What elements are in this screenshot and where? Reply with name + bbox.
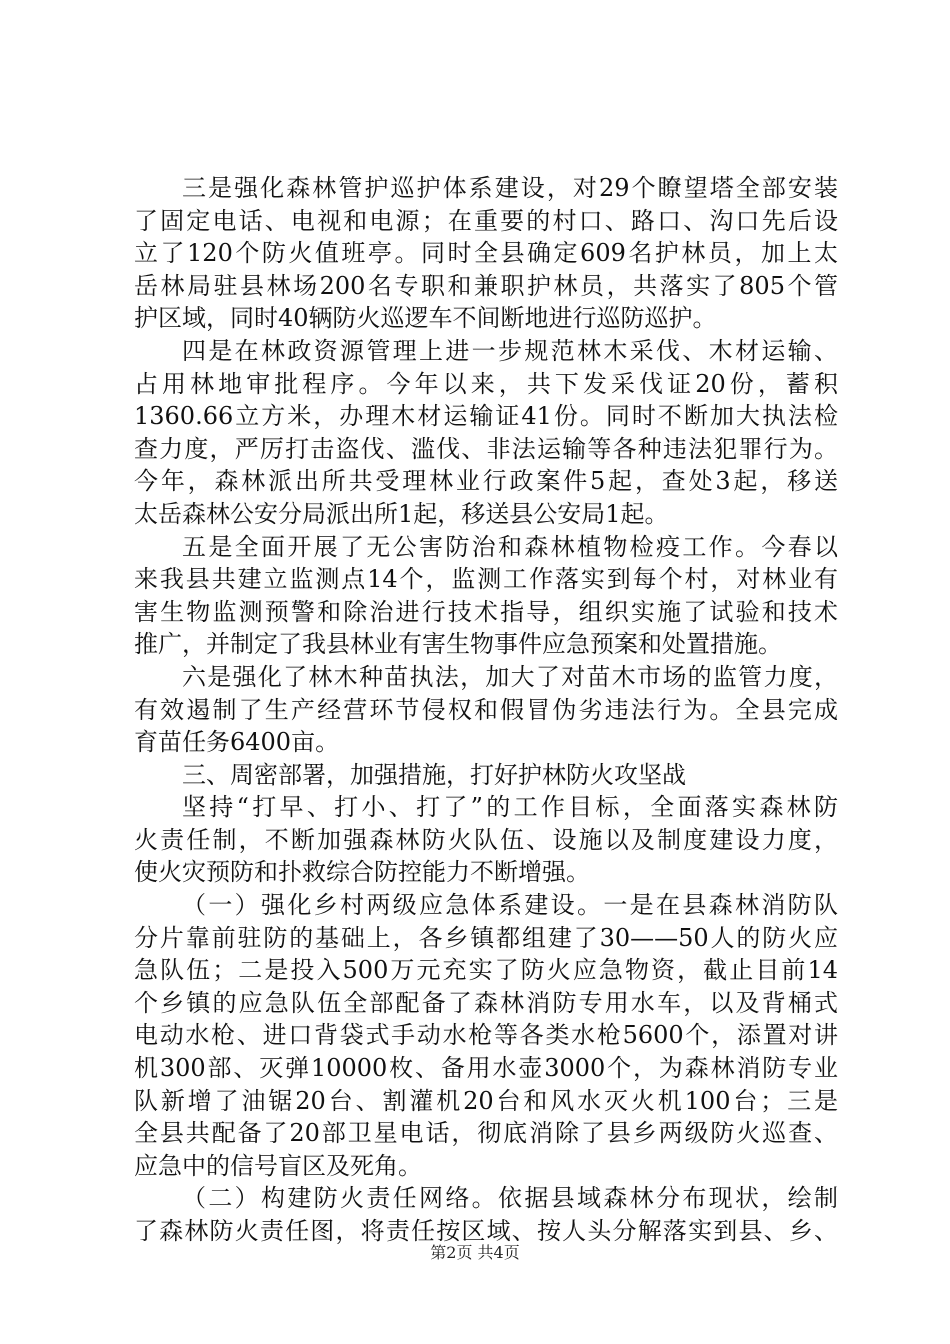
text-line: 应急中的信号盲区及死角。 bbox=[134, 1151, 422, 1180]
text-line: 急队伍；二是投入500万元充实了防火应急物资，截止目前14 bbox=[134, 956, 838, 985]
text-line: 1360.66立方米，办理木材运输证41份。同时不断加大执法检 bbox=[134, 402, 838, 431]
text-line: 查力度，严厉打击盗伐、滥伐、非法运输等各种违法犯罪行为。 bbox=[134, 434, 838, 463]
text-line: 护区域，同时40辆防火巡逻车不间断地进行巡防巡护。 bbox=[134, 304, 717, 333]
text-line: 了森林防火责任图，将责任按区域、按人头分解落实到县、乡、 bbox=[134, 1217, 838, 1245]
text-line: 机300部、灭弹10000枚、备用水壶3000个，为森林消防专业 bbox=[134, 1054, 838, 1083]
text-line: 岳林局驻县林场200名专职和兼职护林员，共落实了805个管 bbox=[134, 271, 838, 300]
text-line: 坚持“打早、打小、打了”的工作目标，全面落实森林防 bbox=[182, 793, 838, 822]
text-line: 火责任制，不断加强森林防火队伍、设施以及制度建设力度， bbox=[134, 825, 838, 854]
document-body bbox=[134, 172, 838, 1248]
text-line: 有效遏制了生产经营环节侵权和假冒伪劣违法行为。全县完成 bbox=[134, 695, 838, 724]
text-line: 今年，森林派出所共受理林业行政案件5起，查处3起，移送 bbox=[134, 467, 838, 496]
text-line: 全县共配备了20部卫星电话，彻底消除了县乡两级防火巡查、 bbox=[134, 1119, 838, 1148]
text-line: 害生物监测预警和除治进行技术指导，组织实施了试验和技术 bbox=[134, 597, 838, 626]
text-line: 使火灾预防和扑救综合防控能力不断增强。 bbox=[134, 858, 590, 887]
text-line: 五是全面开展了无公害防治和森林植物检疫工作。今春以 bbox=[182, 532, 838, 561]
text-line: 三、周密部署，加强措施，打好护林防火攻坚战 bbox=[182, 760, 686, 789]
text-line: 来我县共建立监测点14个，监测工作落实到每个村，对林业有 bbox=[134, 565, 838, 594]
text-line: 个乡镇的应急队伍全部配备了森林消防专用水车，以及背桶式 bbox=[134, 988, 838, 1017]
text-line: 队新增了油锯20台、割灌机20台和风水灭火机100台；三是 bbox=[134, 1086, 838, 1115]
text-line: 推广，并制定了我县林业有害生物事件应急预案和处置措施。 bbox=[134, 630, 782, 659]
text-line: 四是在林政资源管理上进一步规范林木采伐、木材运输、 bbox=[182, 336, 838, 365]
text-line: 分片靠前驻防的基础上，各乡镇都组建了30——50人的防火应 bbox=[134, 923, 838, 952]
text-line: 三是强化森林管护巡护体系建设，对29个瞭望塔全部安装 bbox=[182, 174, 838, 202]
text-line: 立了120个防火值班亭。同时全县确定609名护林员，加上太 bbox=[134, 239, 838, 268]
page-footer: 第2页 共4页 bbox=[430, 1243, 520, 1262]
text-line: 育苗任务6400亩。 bbox=[134, 728, 340, 757]
text-line: 太岳森林公安分局派出所1起，移送县公安局1起。 bbox=[134, 499, 669, 528]
text-line: 了固定电话、电视和电源；在重要的村口、路口、沟口先后设 bbox=[134, 206, 838, 235]
text-line: （二）构建防火责任网络。依据县域森林分布现状，绘制 bbox=[182, 1184, 838, 1213]
text-line: 占用林地审批程序。今年以来，共下发采伐证20份，蓄积 bbox=[134, 369, 838, 398]
text-line: 六是强化了林木种苗执法，加大了对苗木市场的监管力度， bbox=[182, 662, 838, 691]
text-line: 电动水枪、进口背袋式手动水枪等各类水枪5600个，添置对讲 bbox=[134, 1021, 838, 1050]
text-line: （一）强化乡村两级应急体系建设。一是在县森林消防队 bbox=[182, 891, 838, 920]
